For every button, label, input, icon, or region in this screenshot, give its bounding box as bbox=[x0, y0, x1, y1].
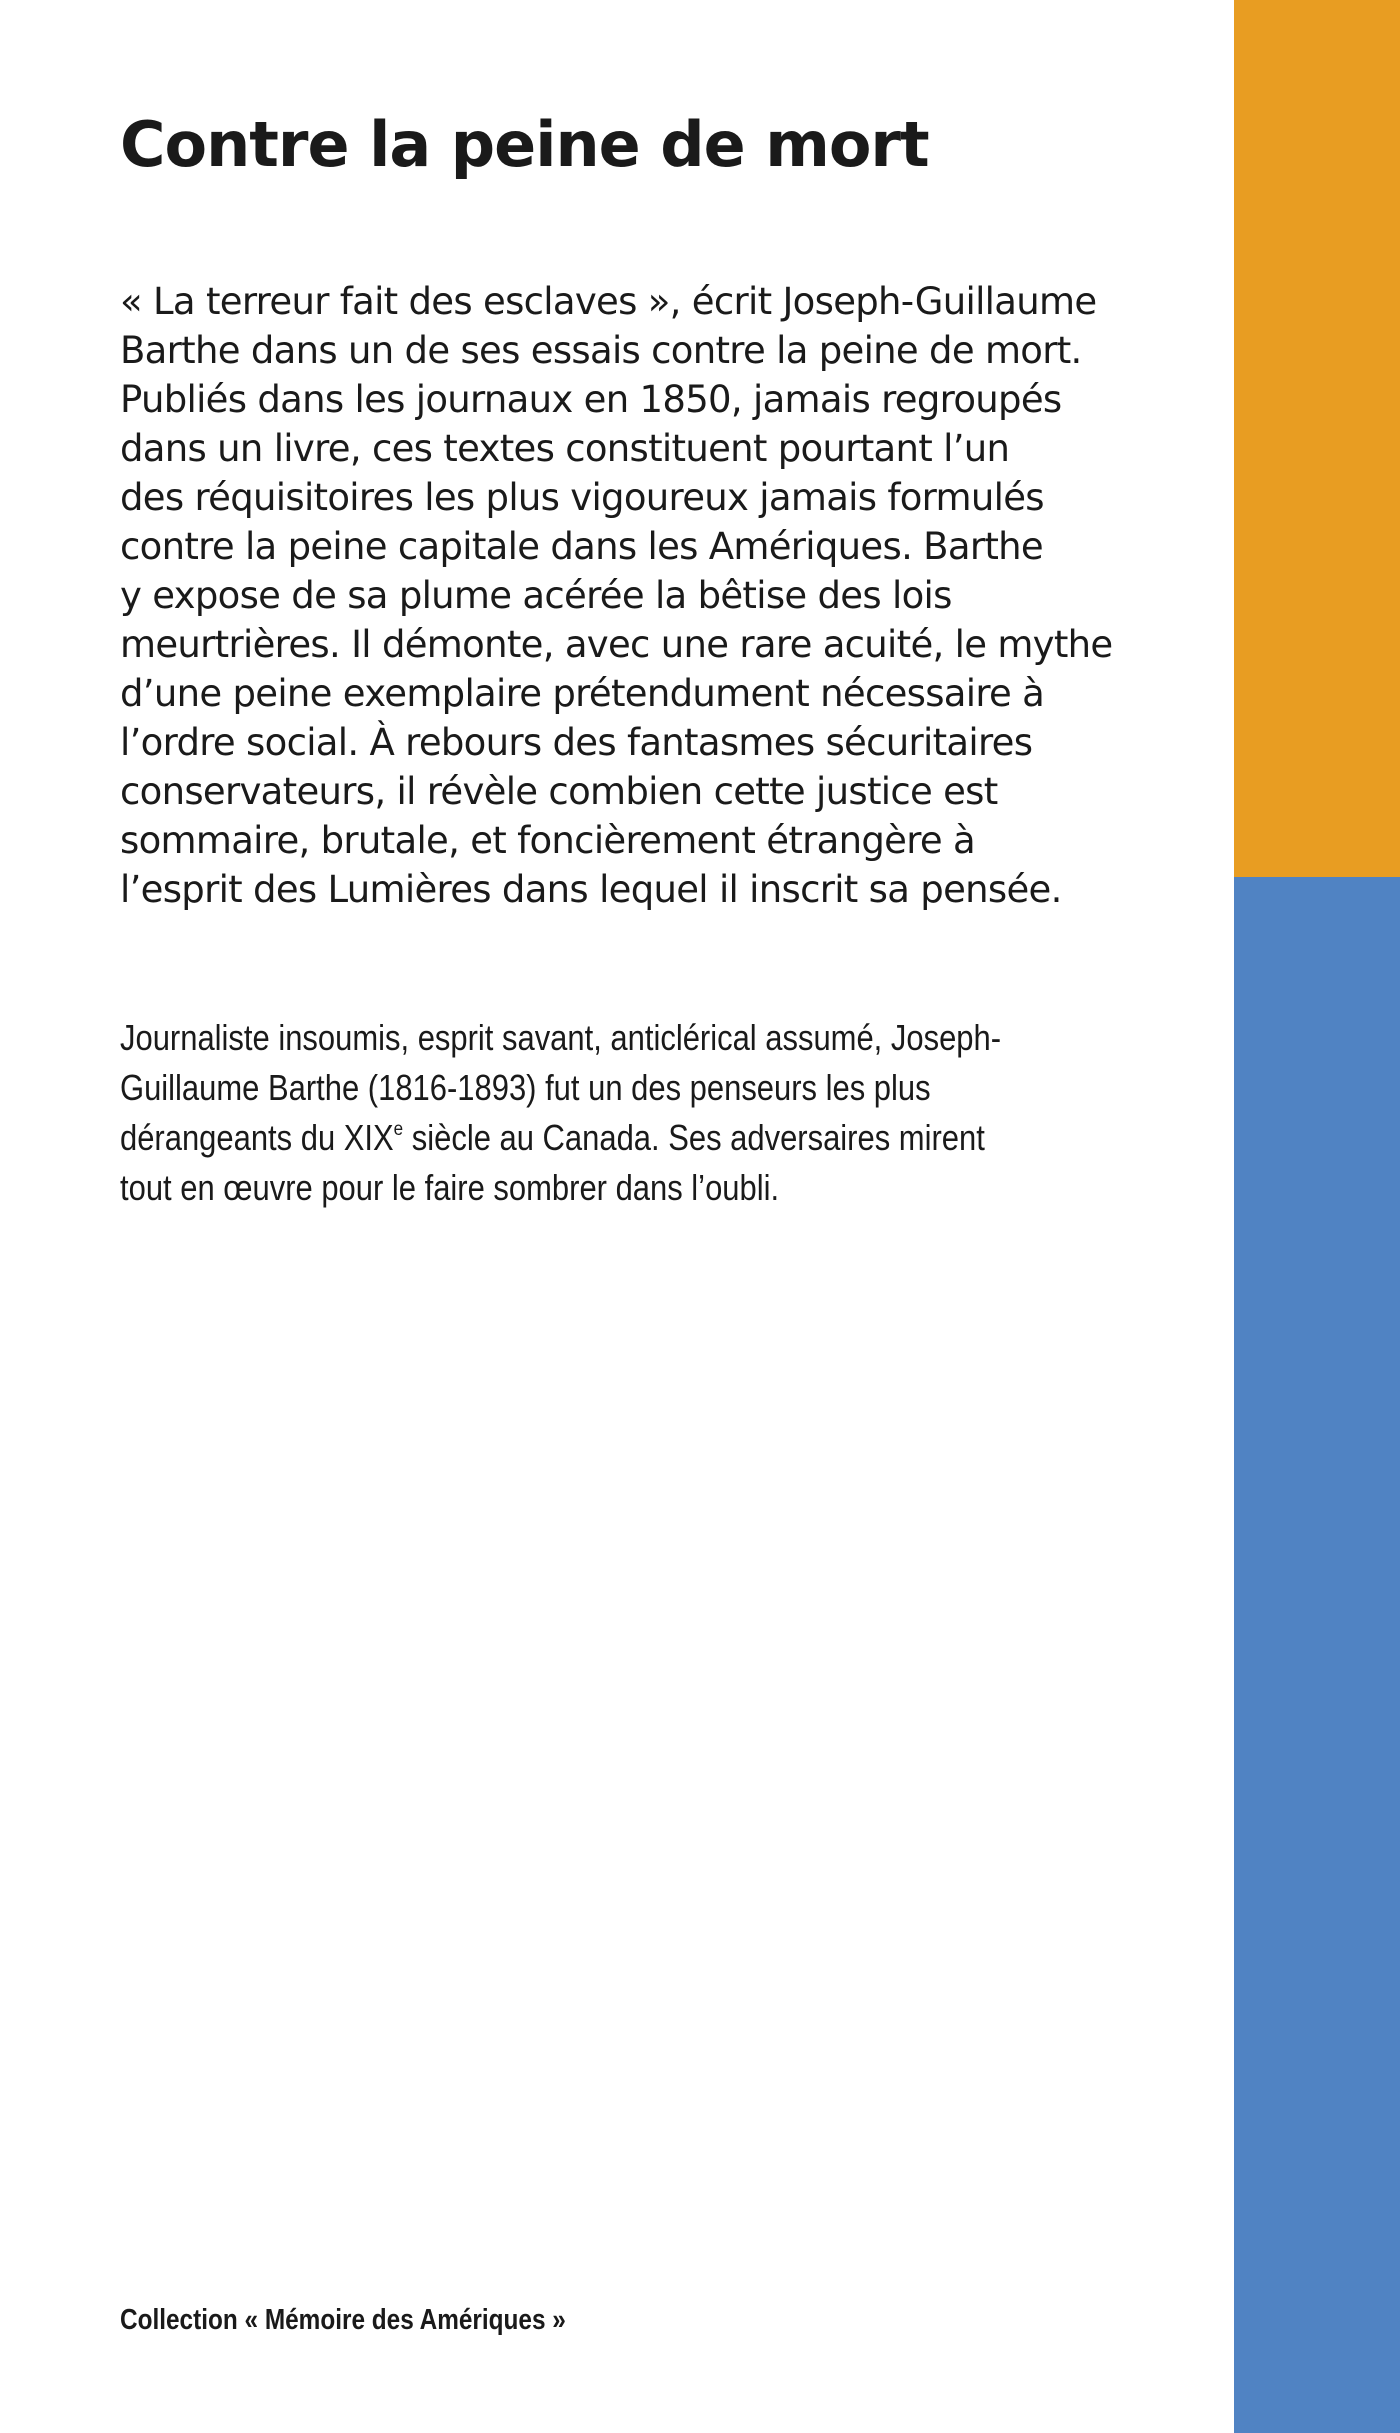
summary-line: « La terreur fait des esclaves », écrit Joseph-Guillaume bbox=[120, 280, 1097, 323]
bio-text: siècle au Canada. Ses adversaires mirent bbox=[403, 1117, 985, 1158]
collection-name: Collection « Mémoire des Amériques » bbox=[120, 2304, 566, 2336]
summary-line: l’esprit des Lumières dans lequel il inscrit sa pensée. bbox=[120, 868, 1062, 911]
summary-line: Barthe dans un de ses essais contre la peine de mort. bbox=[120, 329, 1082, 372]
summary-line: contre la peine capitale dans les Amériques. Barthe bbox=[120, 525, 1043, 568]
bio-line bbox=[120, 1113, 1032, 1163]
summary-paragraph bbox=[120, 277, 1180, 914]
orange-color-band bbox=[1234, 0, 1400, 877]
bio-text: dérangeants du XIX bbox=[120, 1117, 394, 1158]
author-bio-paragraph bbox=[120, 1013, 1180, 1213]
summary-line: des réquisitoires les plus vigoureux jamais formulés bbox=[120, 476, 1044, 519]
summary-line: y expose de sa plume acérée la bêtise des lois bbox=[120, 574, 952, 617]
summary-line: Publiés dans les journaux en 1850, jamais regroupés bbox=[120, 378, 1062, 421]
bio-line: Journaliste insoumis, esprit savant, anticlérical assumé, Joseph- bbox=[120, 1017, 1002, 1058]
summary-line: meurtrières. Il démonte, avec une rare acuité, le mythe bbox=[120, 623, 1113, 666]
century-superscript: e bbox=[393, 1118, 404, 1141]
summary-line: d’une peine exemplaire prétendument nécessaire à bbox=[120, 672, 1045, 715]
bio-line: tout en œuvre pour le faire sombrer dans l’oubli. bbox=[120, 1167, 780, 1208]
bio-line: Guillaume Barthe (1816-1893) fut un des penseurs les plus bbox=[120, 1067, 931, 1108]
summary-line: sommaire, brutale, et foncièrement étrangère à bbox=[120, 819, 976, 862]
book-title: Contre la peine de mort bbox=[120, 108, 929, 181]
summary-line: dans un livre, ces textes constituent pourtant l’un bbox=[120, 427, 1010, 470]
summary-line: l’ordre social. À rebours des fantasmes sécuritaires bbox=[120, 721, 1033, 764]
summary-line: conservateurs, il révèle combien cette justice est bbox=[120, 770, 998, 813]
blue-color-band bbox=[1234, 877, 1400, 2433]
